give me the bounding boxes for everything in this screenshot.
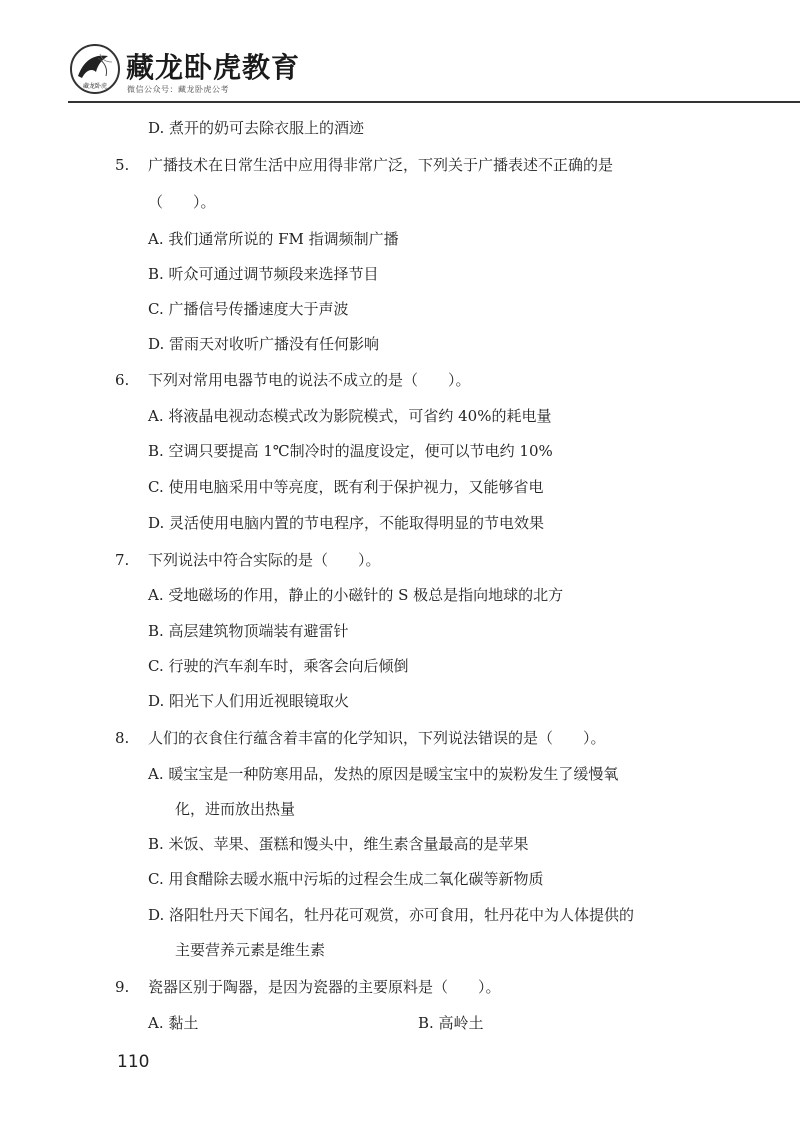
option-line: C. 用食醋除去暖水瓶中污垢的过程会生成二氧化碳等新物质 bbox=[148, 870, 544, 888]
header-divider bbox=[68, 101, 800, 103]
option-line: D. 雷雨天对收听广播没有任何影响 bbox=[148, 335, 380, 353]
option-line: B. 米饭、苹果、蛋糕和馒头中，维生素含量最高的是苹果 bbox=[148, 835, 529, 853]
option-line: D. 灵活使用电脑内置的节电程序，不能取得明显的节电效果 bbox=[148, 514, 545, 532]
logo-seal-text: 藏龙卧虎 bbox=[82, 83, 107, 90]
question-number: 9. bbox=[115, 978, 130, 996]
question-stem: 广播技术在日常生活中应用得非常广泛，下列关于广播表述不正确的是 bbox=[148, 156, 614, 174]
question-number: 5. bbox=[115, 156, 130, 174]
question-stem: 瓷器区别于陶器，是因为瓷器的主要原料是（ ）。 bbox=[148, 978, 501, 996]
brand-title: 藏龙卧虎教育 bbox=[126, 51, 301, 84]
option-line: D. 洛阳牡丹天下闻名，牡丹花可观赏，亦可食用，牡丹花中为人体提供的 bbox=[148, 906, 635, 924]
option-line-continuation: 化，进而放出热量 bbox=[175, 800, 296, 818]
option-line: C. 行驶的汽车刹车时，乘客会向后倾倒 bbox=[148, 657, 409, 675]
question-number: 7. bbox=[115, 551, 130, 569]
option-line: A. 将液晶电视动态模式改为影院模式，可省约 40%的耗电量 bbox=[148, 407, 552, 425]
option-line: A. 我们通常所说的 FM 指调频制广播 bbox=[148, 230, 399, 248]
option-line: A. 受地磁场的作用，静止的小磁针的 S 极总是指向地球的北方 bbox=[148, 586, 564, 604]
option-line: D. 煮开的奶可去除衣服上的酒迹 bbox=[148, 119, 365, 137]
option-line: A. 暖宝宝是一种防寒用品，发热的原因是暖宝宝中的炭粉发生了缓慢氧 bbox=[148, 765, 619, 783]
option-line: C. 使用电脑采用中等亮度，既有利于保护视力，又能够省电 bbox=[148, 478, 544, 496]
question-stem: 下列对常用电器节电的说法不成立的是（ ）。 bbox=[148, 371, 471, 389]
option-line: B. 空调只要提高 1℃制冷时的温度设定，便可以节电约 10% bbox=[148, 442, 553, 460]
page-number: 110 bbox=[117, 1052, 150, 1072]
option-line: D. 阳光下人们用近视眼镜取火 bbox=[148, 692, 350, 710]
option-line: B. 高层建筑物顶端装有避雷针 bbox=[148, 622, 349, 640]
option-line: B. 高岭土 bbox=[418, 1014, 484, 1032]
question-number: 6. bbox=[115, 371, 130, 389]
brand-subtitle: 微信公众号：藏龙卧虎公考 bbox=[127, 85, 229, 94]
question-stem: 人们的衣食住行蕴含着丰富的化学知识，下列说法错误的是（ ）。 bbox=[148, 729, 606, 747]
option-line: B. 听众可通过调节频段来选择节目 bbox=[148, 265, 379, 283]
option-line: C. 广播信号传播速度大于声波 bbox=[148, 300, 349, 318]
question-stem-continuation: （ ）。 bbox=[148, 193, 216, 211]
option-line: A. 黏土 bbox=[148, 1014, 199, 1032]
option-line-continuation: 主要营养元素是维生素 bbox=[175, 941, 326, 959]
question-stem: 下列说法中符合实际的是（ ）。 bbox=[148, 551, 381, 569]
question-number: 8. bbox=[115, 729, 130, 747]
page-header bbox=[0, 0, 800, 104]
brand-logo bbox=[70, 44, 120, 94]
